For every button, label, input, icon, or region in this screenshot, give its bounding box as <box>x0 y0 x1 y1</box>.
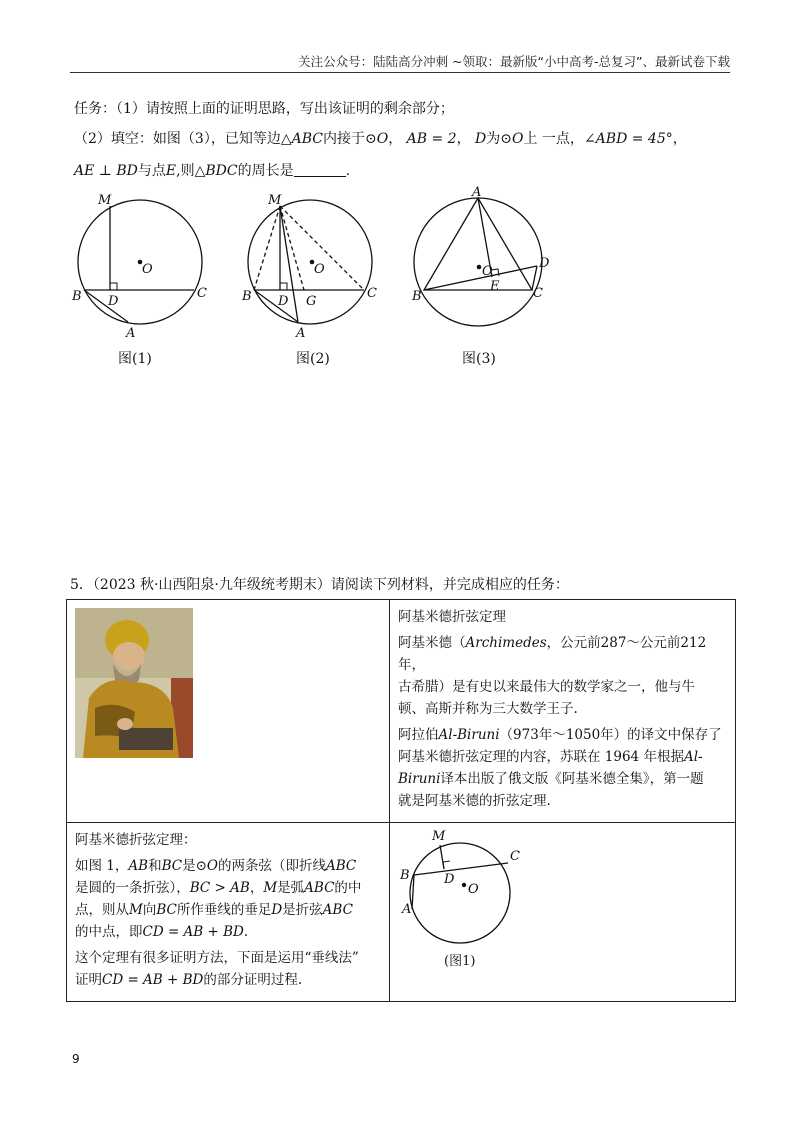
fig2-label-m: M <box>268 193 282 208</box>
portrait-cell <box>67 600 390 823</box>
page-number: 9 <box>72 1052 80 1066</box>
fig1-label-c: C <box>197 286 207 301</box>
thm-fig-label-d: D <box>444 872 455 887</box>
fig1-label-m: M <box>98 193 112 208</box>
theorem-statement: 如图 1，AB和BC是⊙O的两条弦（即折线ABC 是圆的一条折弦），BC > AB，M是弧ABC的中 点，则从M向BC所作垂线的垂足D是折弦ABC 的中点，即CD = AB + BD. <box>75 858 362 940</box>
figure-row <box>70 185 550 370</box>
fig1-label-b: B <box>72 289 82 304</box>
thm-fig-label-b: B <box>400 868 410 883</box>
header-rule <box>70 72 730 73</box>
fig3-label-o: O <box>482 264 493 279</box>
fig2-label-o: O <box>314 262 325 277</box>
task-line-3: AE ⊥ BD与点E,则△BDC的周长是 . <box>74 163 351 179</box>
proof-intro: 这个定理有很多证明方法，下面是运用“垂线法” 证明CD = AB + BD的部分证明过程. <box>75 950 359 988</box>
fig1-label-o: O <box>142 262 153 277</box>
thm-fig-label-o: O <box>468 882 479 897</box>
box-title: 阿基米德折弦定理 <box>398 609 506 625</box>
fig1-label-a: A <box>126 326 136 341</box>
thm-fig-label-m: M <box>432 829 446 844</box>
fig3-label-b: B <box>412 289 422 304</box>
page-header: 关注公众号：陆陆高分冲刺 ~领取：最新版“小中高考-总复习”、最新试卷下载 <box>298 54 730 69</box>
theorem-cell <box>67 823 390 1002</box>
fig2-label-g: G <box>306 294 317 309</box>
fig3-label-d: D <box>539 256 550 271</box>
fig3-label-c: C <box>533 286 543 301</box>
thm-fig-label-a: A <box>402 902 412 917</box>
fig3-caption: 图(3) <box>462 351 496 367</box>
thm-fig-caption: (图1) <box>444 954 476 969</box>
figure-3 <box>414 198 542 326</box>
theorem-figure-svg <box>390 823 590 978</box>
fig1-caption: 图(1) <box>118 351 152 367</box>
task-line-2: （2）填空：如图（3），已知等边△ABC内接于⊙O， AB = 2， D为⊙O上 一点，∠ABD = 45°， <box>74 131 687 147</box>
fig1-label-d: D <box>108 294 119 309</box>
fig2-label-c: C <box>367 286 377 301</box>
fig3-label-a: A <box>472 185 482 200</box>
fig2-label-d: D <box>278 294 289 309</box>
answer-blank[interactable] <box>294 162 346 177</box>
material-box <box>66 599 736 1002</box>
biruni-paragraph: 阿拉伯Al-Biruni（973年～1050年）的译文中保存了 阿基米德折弦定理的内容，苏联在 1964 年根据Al- Biruni译本出版了俄文版《阿基米德全集》，第一题 就是阿基米德的折弦定理. <box>398 727 722 809</box>
archimedes-paragraph: 阿基米德（Archimedes，公元前287～公元前212年， 古希腊）是有史以来最伟大的数学家之一，他与牛 顿、高斯并称为三大数学王子. <box>398 635 707 717</box>
question-5-title: 5．（2023 秋·山西阳泉·九年级统考期末）请阅读下列材料，并完成相应的任务： <box>70 577 569 593</box>
archimedes-intro-cell <box>390 600 736 823</box>
task-line-1: 任务：（1）请按照上面的证明思路，写出该证明的剩余部分； <box>74 101 454 117</box>
theorem-figure-cell <box>390 823 736 1002</box>
figures-svg <box>70 185 550 370</box>
theorem-title: 阿基米德折弦定理： <box>75 832 197 848</box>
fig2-caption: 图(2) <box>296 351 330 367</box>
fig2-label-b: B <box>242 289 252 304</box>
fig2-label-a: A <box>296 326 306 341</box>
fig3-label-e: E <box>490 279 500 294</box>
thm-fig-label-c: C <box>510 849 520 864</box>
fig3-center-dot <box>477 265 482 270</box>
archimedes-portrait-image <box>75 608 193 758</box>
